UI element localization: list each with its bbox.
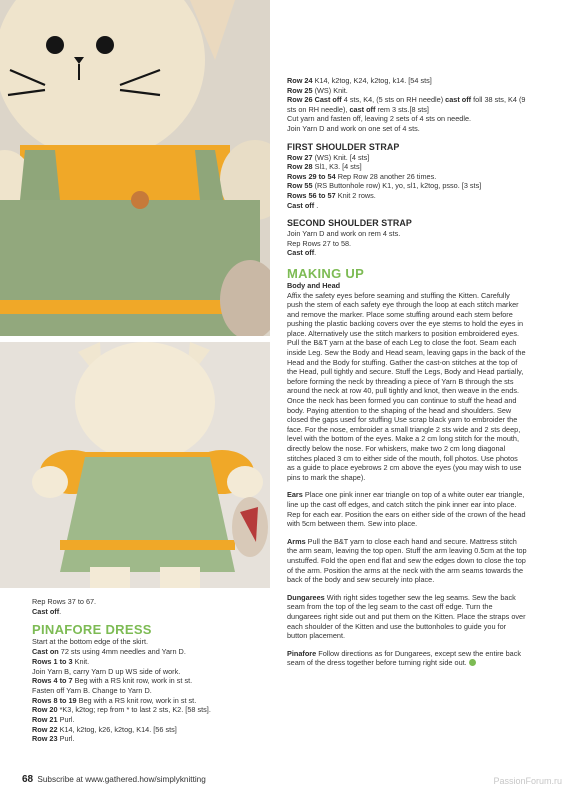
- text-line: Row 25 (WS) Knit.: [287, 85, 348, 95]
- photo-kitten-front: [0, 0, 270, 336]
- text-line: Row 28 Sl1, K3. [4 sts]: [287, 162, 362, 172]
- section-heading-second-strap: SECOND SHOULDER STRAP: [287, 218, 412, 229]
- section-heading-pinafore: PINAFORE DRESS: [32, 622, 152, 638]
- text-line: Row 23 Purl.: [32, 734, 75, 744]
- section-heading-first-strap: FIRST SHOULDER STRAP: [287, 141, 400, 152]
- page-number: 68: [22, 774, 34, 785]
- subscribe-link[interactable]: Subscribe at www.gathered.how/simplyknitting: [37, 775, 206, 784]
- page-footer: [22, 774, 206, 785]
- watermark: PassionForum.ru: [493, 776, 562, 786]
- text-line: Join Yarn B, carry Yarn D up WS side of work.: [32, 666, 181, 676]
- text-line: Row 55 (RS Buttonhole row) K1, yo, sl1, k2tog, psso. [3 sts]: [287, 181, 482, 191]
- section-heading-making-up: MAKING UP: [287, 265, 365, 281]
- paragraph-ears: Ears Place one pink inner ear triangle on top of a white outer ear triangle, line up the cast off edges, and catch stitch the pink inner ear into place. Rep for each ear. Position the ears on either side of the crown of the head with 5cm between them. Sew into place.: [287, 490, 526, 529]
- text-line: Rows 56 to 57 Knit 2 rows.: [287, 190, 376, 200]
- paragraph-dungarees: Dungarees With right sides together sew the leg seams. Sew the back seam from the top of the leg seam to the cast off edge. Turn the dungarees right side out and put them on the Kitten. Place the straps over each shoulder of the Kitten and use the buttonholes to guide you for button placement.: [287, 592, 526, 641]
- text-line: Rep Rows 27 to 58.: [287, 238, 352, 248]
- text-line: Join Yarn D and work on one set of 4 sts.: [287, 123, 420, 133]
- paragraph-body-head: Affix the safety eyes before seaming and stuffing the Kitten. Carefully push the stem of each safety eye through the loop at each stitch marker and remove the marker. Place some stuffing around each stem before pushing the plastic backing covers over the eye stems to hold the eyes in place. Alternatively use the stitch markers to position embroidered eyes. Pull the B&T yarn at the base of each Leg to close the foot. Seam each inside Leg. Sew the Body and Head seam, leaving gaps in the back of the Head and the Body for stuffing. Gather the cast-on stitches at the top of the Head, pull tightly and secure. Stuff the Legs, Body and Head partially, before forming the neck by threading a piece of Yarn B through the sts around the neck at row 40, pull tightly and knot, then weave in the ends. Once the neck has been formed you can continue to stuff the head and body. Paying attention to the shaping of the head and shoulders. Sew closed the gaps used for stuffing Use scrap black yarn to embroider the face. For the nose, embroider a small triangle 2 sts wide and 2 sts deep, level with the bottom of the eyes. Make a 2 cm long stitch for the mouth, directly below the nose. For whiskers, make two 2 cm long diagonal stitches placed 3 cm to either side of the mouth, foll photos. Use photos as a guide to place eyebrows 2 cm above the eyes (you may wish to use pins to mark the shape).: [287, 290, 526, 482]
- end-bullet-icon: [469, 659, 476, 666]
- text-line: Row 20 *K3, k2tog; rep from * to last 2 sts, K2. [58 sts].: [32, 705, 211, 715]
- kitten-front-illustration: [0, 0, 270, 336]
- text-line: Start at the bottom edge of the skirt.: [32, 637, 149, 647]
- subheading-body-head: Body and Head: [287, 280, 341, 290]
- text-line: Cast off.: [287, 248, 317, 258]
- text-line: Rows 29 to 54 Rep Row 28 another 26 times.: [287, 171, 437, 181]
- text-line: Cast off.: [32, 606, 62, 616]
- text-line: Cut yarn and fasten off, leaving 2 sets of 4 sts on needle.: [287, 114, 472, 124]
- text-line: Row 26 Cast off 4 sts, K4, (5 sts on RH needle) cast off foll 38 sts, K4 (9 sts on RH needle), cast off rem 3 sts.[8 sts]: [287, 95, 526, 114]
- text-line: Cast on 72 sts using 4mm needles and Yarn D.: [32, 647, 186, 657]
- text-line: Row 24 K14, k2tog, K24, k2tog, k14. [54 sts]: [287, 76, 432, 85]
- right-column: [287, 76, 527, 668]
- text-line: Row 22 K14, k2tog, k26, k2tog, K14. [56 sts]: [32, 724, 177, 734]
- text-line: Row 27 (WS) Knit. [4 sts]: [287, 152, 370, 162]
- paragraph-arms: Arms Pull the B&T yarn to close each hand and secure. Mattress stitch the arm seam, leaving the top open. Stuff the arm leaving 0.5cm at the top unstuffed. Fold the open end flat and sew the edges down to close the top of the arm. Position the arms at the neck with the arm seams towards the back of the body and sew securely into place.: [287, 536, 527, 585]
- text-line: Rows 4 to 7 Beg with a RS knit row, work in st st.: [32, 676, 193, 686]
- text-line: Rows 1 to 3 Knit.: [32, 656, 90, 666]
- left-column: [32, 597, 264, 744]
- text-line: Rep Rows 37 to 67.: [32, 597, 97, 606]
- photo-kitten-back: [0, 342, 270, 588]
- text-line: Fasten off Yarn B. Change to Yarn D.: [32, 685, 152, 695]
- text-line: Rows 8 to 19 Beg with a RS knit row, work in st st.: [32, 695, 197, 705]
- paragraph-pinafore: Pinafore Follow directions as for Dungarees, except sew the entire back seam of the dress together before turning right side out.: [287, 648, 522, 668]
- kitten-back-illustration: [0, 342, 270, 588]
- text-line: Cast off .: [287, 200, 319, 210]
- text-line: Join Yarn D and work on rem 4 sts.: [287, 229, 401, 239]
- text-line: Row 21 Purl.: [32, 715, 75, 725]
